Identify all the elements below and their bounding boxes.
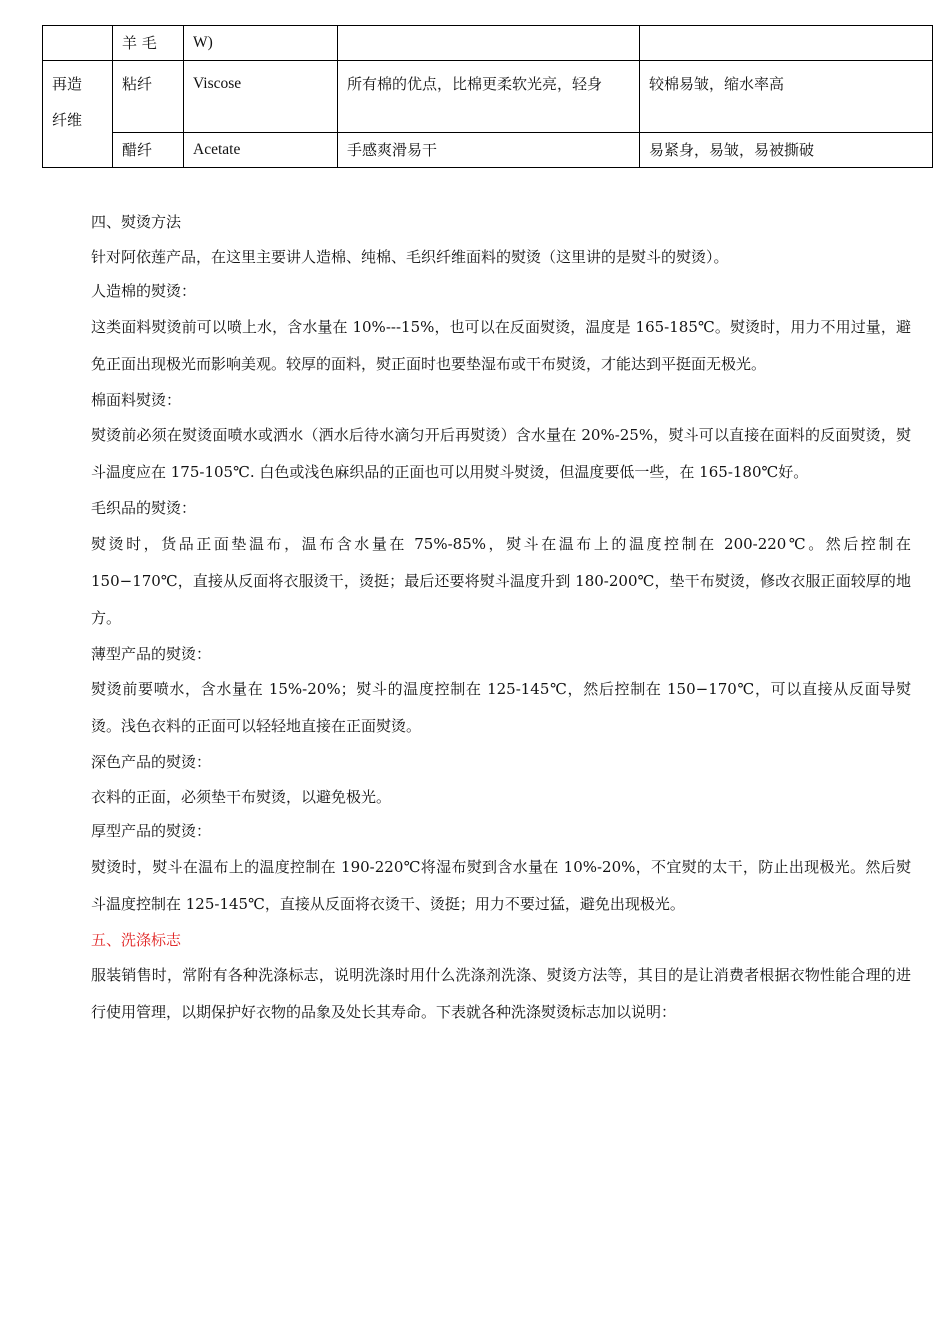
paragraph: 这类面料熨烫前可以喷上水，含水量在 10%---15%，也可以在反面熨烫，温度是 165-185℃。熨烫时，用力不用过量，避免正面出现极光而影响美观。较厚的面料，熨正面时也要垫湿布或干布熨烫，才能达到平挺面无极光。	[91, 317, 911, 373]
intro-text: 针对阿依莲产品，在这里主要讲人造棉、纯棉、毛织纤维面料的熨烫（这里讲的是熨斗的熨烫）。	[91, 247, 729, 266]
section-heading-red: 五、洗涤标志	[91, 930, 182, 949]
subsection-title: 棉面料熨烫：	[91, 390, 182, 409]
table-cell-fiber-en: Acetate	[184, 133, 338, 168]
table-cell-category	[43, 26, 113, 61]
table-cell-disadvantages: 易紧身，易皱，易被撕破	[640, 133, 933, 168]
table-cell-disadvantages	[640, 26, 933, 61]
table-cell-advantages: 手感爽滑易干	[338, 133, 640, 168]
paragraph: 服装销售时，常附有各种洗涤标志，说明洗涤时用什么洗涤剂洗涤、熨烫方法等，其目的是让消费者根据衣物性能合理的进行使用管理，以期保护好衣物的品象及处长其寿命。下表就各种洗涤熨烫标志加以说明：	[91, 966, 911, 1021]
fiber-table	[42, 25, 933, 168]
table-row	[43, 61, 933, 133]
section-heading: 四、熨烫方法	[91, 213, 182, 231]
table-cell-fiber-en: W)	[184, 26, 338, 61]
table-cell-advantages	[338, 26, 640, 61]
paragraph: 熨烫前要喷水，含水量在 15%-20%；熨斗的温度控制在 125-145℃，然后控制在 150−170℃，可以直接从反面导熨烫。浅色衣料的正面可以轻轻地直接在正面熨烫。	[91, 680, 911, 735]
table-cell-fiber-cn: 醋纤	[113, 133, 184, 168]
table-cell-fiber-en: Viscose	[184, 61, 338, 133]
document-body	[91, 205, 911, 1031]
subsection-title: 人造棉的熨烫：	[91, 282, 197, 300]
table-cell-disadvantages: 较棉易皱，缩水率高	[640, 61, 933, 133]
paragraph: 熨烫时，货品正面垫温布，温布含水量在 75%-85%，熨斗在温布上的温度控制在 200-220℃。然后控制在 150−170℃，直接从反面将衣服烫干，烫挺；最后还要将熨斗温度升到 180-200℃，垫干布熨烫，修改衣服正面较厚的地方。	[91, 534, 911, 627]
subsection-title: 深色产品的熨烫：	[91, 753, 212, 771]
table-row	[43, 133, 933, 168]
table-cell-category: 再造 纤维	[43, 61, 113, 168]
paragraph: 熨烫前必须在熨烫面喷水或洒水（洒水后待水滴匀开后再熨烫）含水量在 20%-25%，熨斗可以直接在面料的反面熨烫，熨斗温度应在 175-105℃. 白色或浅色麻织品的正面也可以用熨斗熨烫，但温度要低一些，在 165-180℃好。	[91, 426, 911, 481]
subsection-title: 毛织品的熨烫：	[91, 499, 197, 517]
subsection-title: 厚型产品的熨烫：	[91, 822, 212, 840]
table-cell-fiber-cn: 羊 毛	[113, 26, 184, 61]
paragraph: 衣料的正面，必须垫干布熨烫，以避免极光。	[91, 787, 392, 806]
subsection-title: 薄型产品的熨烫：	[91, 644, 212, 663]
table-cell-advantages: 所有棉的优点，比棉更柔软光亮，轻身	[338, 61, 640, 133]
table-row	[43, 26, 933, 61]
paragraph: 熨烫时，熨斗在温布上的温度控制在 190-220℃将湿布熨到含水量在 10%-20%，不宜熨的太干，防止出现极光。然后熨斗温度控制在 125-145℃，直接从反面将衣烫干、烫挺；用力不要过猛，避免出现极光。	[91, 857, 911, 913]
table-cell-fiber-cn: 粘纤	[113, 61, 184, 133]
